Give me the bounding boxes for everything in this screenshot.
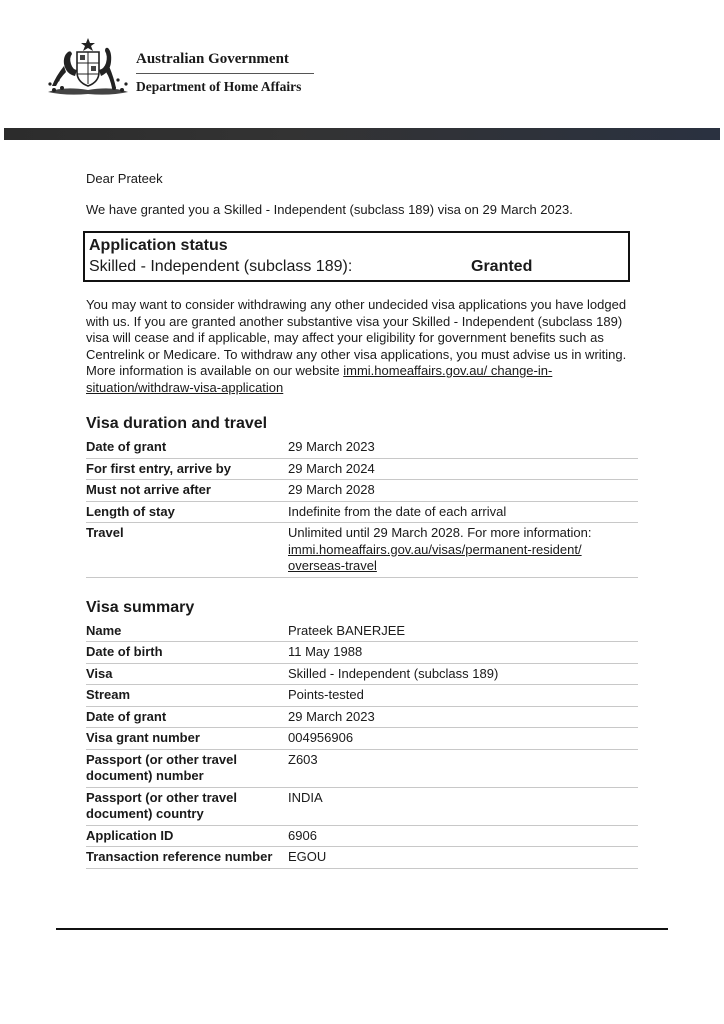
travel-text: Unlimited until 29 March 2028. For more information: [288,525,592,540]
agency-divider [136,73,314,74]
row-value: 29 March 2023 [288,706,638,728]
row-label: Transaction reference number [86,847,288,869]
row-value: 29 March 2028 [288,480,638,502]
withdrawal-notice-text: You may want to consider withdrawing any other undecided visa applications you have lodged with us. If you are granted another substantive visa your Skilled - Independent (subclass 189) visa will cease and if applicable, may affect your eligibility for government benefits such as Centrelink or Medicare. To withdraw any other visa applications, you must advise us in writing. More information is available on our website [86,297,627,378]
summary-heading: Visa summary [86,598,195,616]
grant-intro: We have granted you a Skilled - Independent (subclass 189) visa on 29 March 2023. [86,202,573,217]
table-row [86,523,638,578]
duration-heading: Visa duration and travel [86,415,268,432]
table-row [86,825,638,847]
table-row [86,437,638,458]
agency-name [136,50,314,95]
row-label: Stream [86,685,288,707]
table-row [86,749,638,787]
coat-of-arms-icon [44,36,132,100]
table-row [86,501,638,523]
overseas-travel-link[interactable]: immi.homeaffairs.gov.au/visas/permanent-resident/ overseas-travel [288,541,582,573]
table-row [86,663,638,685]
row-label: Visa grant number [86,728,288,750]
row-label: For first entry, arrive by [86,458,288,480]
row-label: Travel [86,523,288,578]
table-row [86,685,638,707]
application-status-box [83,231,630,282]
header-bar [4,128,720,140]
row-value: Points-tested [288,685,638,707]
footer-divider [56,928,668,930]
table-row [86,621,638,642]
status-value: Granted [471,258,533,275]
department-name: Department of Home Affairs [136,79,302,94]
table-row [86,706,638,728]
status-row [89,256,622,277]
row-value: Prateek BANERJEE [288,621,638,642]
row-label: Date of grant [86,437,288,458]
row-value: 11 May 1988 [288,642,638,664]
row-value: Skilled - Independent (subclass 189) [288,663,638,685]
status-title: Application status [89,237,228,254]
table-row [86,642,638,664]
row-label: Length of stay [86,501,288,523]
status-visa-type: Skilled - Independent (subclass 189): [89,258,353,275]
table-row [86,787,638,825]
summary-table [86,621,638,869]
row-value: INDIA [288,787,638,825]
row-value [288,523,638,578]
duration-table [86,437,638,578]
table-row [86,458,638,480]
letterhead [40,28,360,108]
row-value: 6906 [288,825,638,847]
salutation: Dear Prateek [86,171,163,186]
row-value: EGOU [288,847,638,869]
row-label: Visa [86,663,288,685]
row-label: Date of grant [86,706,288,728]
row-value: 29 March 2023 [288,437,638,458]
row-value: 29 March 2024 [288,458,638,480]
row-label: Must not arrive after [86,480,288,502]
withdraw-visa-link[interactable]: immi.homeaffairs.gov.au/ change-in-situation/withdraw-visa-application [86,363,553,395]
row-label: Application ID [86,825,288,847]
row-value: 004956906 [288,728,638,750]
government-name: Australian Government [136,51,289,67]
row-label: Passport (or other travel document) country [86,787,288,825]
row-label: Name [86,621,288,642]
row-label: Passport (or other travel document) number [86,749,288,787]
table-row [86,847,638,869]
row-value: Indefinite from the date of each arrival [288,501,638,523]
withdrawal-notice [86,297,638,396]
table-row [86,480,638,502]
table-row [86,728,638,750]
letter-body [86,170,638,869]
row-value: Z603 [288,749,638,787]
row-label: Date of birth [86,642,288,664]
